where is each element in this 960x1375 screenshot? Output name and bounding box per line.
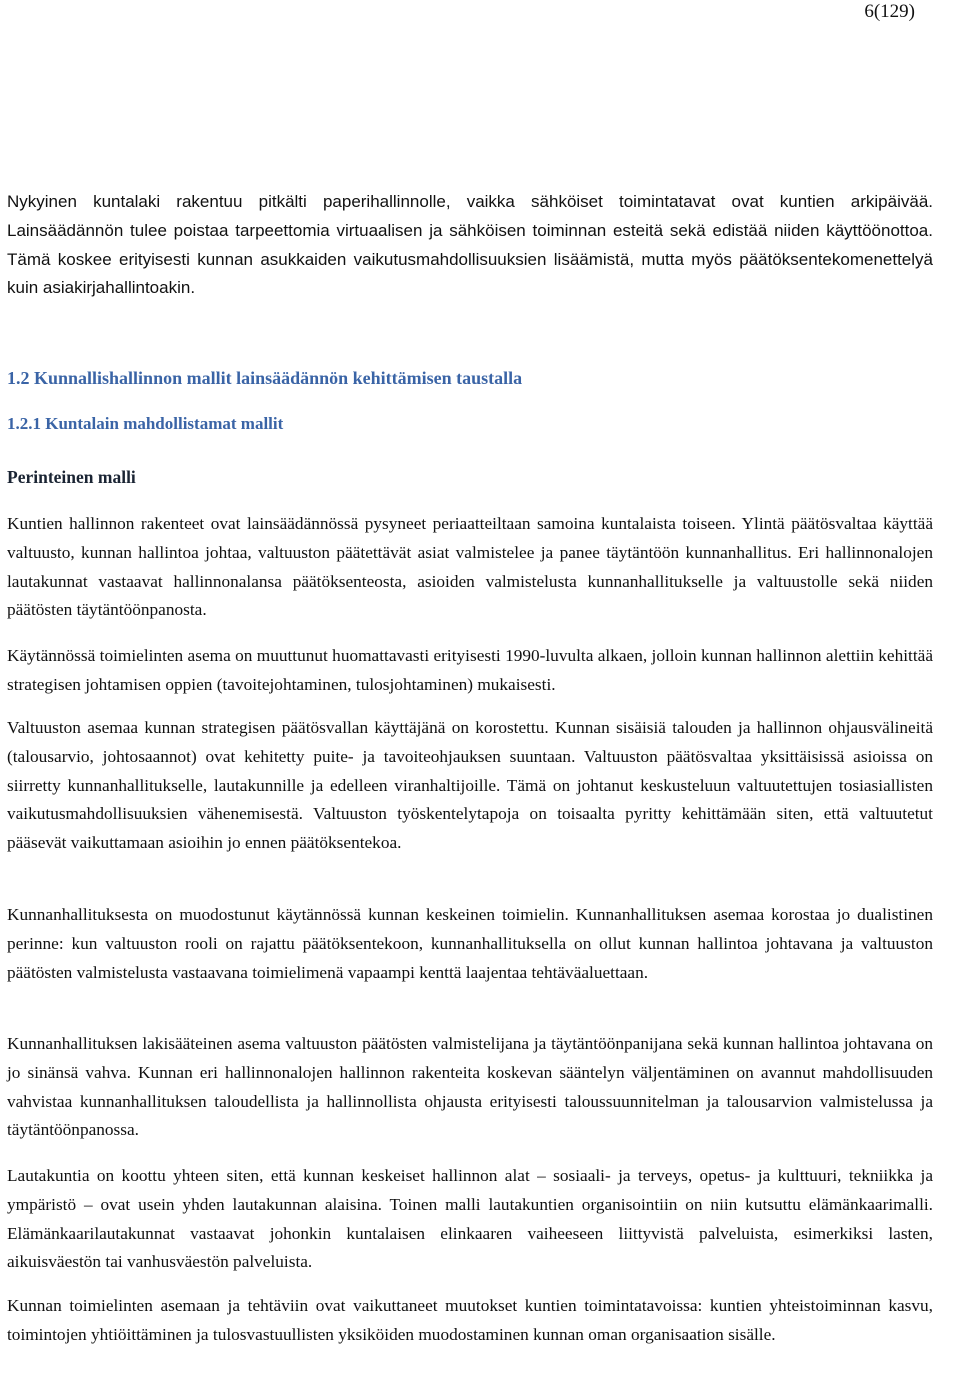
intro-paragraph: Nykyinen kuntalaki rakentuu pitkälti paperihallinnolle, vaikka sähköiset toimintatavat ovat kuntien arkipäivää. Lainsäädännön tulee poistaa tarpeettomia virtuaalisen ja sähköisen toiminnan esteitä sekä edistää niiden käyttöönottoa. Tämä koskee erityisesti kunnan asukkaiden vaikutusmahdollisuuksien lisäämistä, mutta myös päätöksentekomenettelyä kuin asiakirjahallintoakin. bbox=[7, 192, 933, 298]
model-heading: Perinteinen malli bbox=[7, 467, 136, 487]
body-paragraph: Kunnanhallituksesta on muodostunut käytännössä kunnan keskeinen toimielin. Kunnanhallituksen asemaa korostaa jo dualistinen perinne: kun valtuuston rooli on rajattu päätöksentekoon, kunnanhallituksella on ollut kunnan hallintoa johtavana ja valtuuston päätösten valmistelusta vastaavana toimielimenä vapaampi kenttä laajentaa tehtäväaluettaan. bbox=[7, 905, 933, 982]
body-paragraph: Lautakuntia on koottu yhteen siten, että kunnan keskeiset hallinnon alat – sosiaali- ja terveys, opetus- ja kulttuuri, tekniikka ja ympäristö – ovat usein yhden lautakunnan alaisina. Toinen malli lautakuntien organisointiin on niin kutsuttu elämänkaarimalli. Elämänkaarilautakunnat vastaavat johonkin kuntalaisen elinkaaren vaiheeseen liittyvistä palveluista, esimerkiksi lasten, aikuisväestön tai vanhusväestön palveluista. bbox=[7, 1166, 933, 1272]
subsection-heading: 1.2.1 Kuntalain mahdollistamat mallit bbox=[7, 414, 284, 433]
body-paragraph: Kuntien hallinnon rakenteet ovat lainsäädännössä pysyneet periaatteiltaan samoina kuntalaista toiseen. Ylintä päätösvaltaa käyttää valtuusto, kunnan hallintoa johtaa, valtuuston päätettävät asiat valmistelee ja panee täytäntöön kunnanhallitus. Eri hallinnonalojen lautakunnat vastaavat hallinnonalansa päätöksenteosta, asioiden valmistelusta kunnanhallitukselle ja valtuustolle sekä niiden päätösten täytäntöönpanosta. bbox=[7, 514, 933, 620]
body-paragraph: Kunnan toimielinten asemaan ja tehtäviin ovat vaikuttaneet muutokset kuntien toimintatavoissa: kuntien yhteistoiminnan kasvu, toimintojen yhtiöittäminen ja tulosvastuullisten yksiköiden muodostaminen kunnan oman organisaation sisälle. bbox=[7, 1296, 933, 1344]
section-heading: 1.2 Kunnallishallinnon mallit lainsäädännön kehittämisen taustalla bbox=[7, 368, 523, 388]
body-paragraph: Käytännössä toimielinten asema on muuttunut huomattavasti erityisesti 1990-luvulta alkaen, jolloin kunnan hallinnon alettiin kehittää strategisen johtamisen oppien (tavoitejohtaminen, tulosjohtaminen) mukaisesti. bbox=[7, 646, 933, 694]
page-number: 6(129) bbox=[864, 1, 915, 22]
body-paragraph: Valtuuston asemaa kunnan strategisen päätösvallan käyttäjänä on korostettu. Kunnan sisäisiä talouden ja hallinnon ohjausvälineitä (talousarvio, johtosaannot) ovat kehitetty puite- ja tavoiteohjauksen suuntaan. Valtuuston päätösvaltaa yksittäisissä asioissa on siirretty kunnanhallitukselle, lautakunnille ja edelleen viranhaltijoille. Tämä on johtanut keskusteluun valtuutettujen tosiasiallisten vaikutusmahdollisuuksien vähenemisestä. Valtuuston työskentelytapoja on toisaalta pyritty kehittämään siten, että valtuutetut pääsevät vaikuttamaan asioihin jo ennen päätöksentekoa. bbox=[7, 718, 933, 853]
body-paragraph: Kunnanhallituksen lakisääteinen asema valtuuston päätösten valmistelijana ja täytäntöönpanijana sekä kunnan hallintoa johtavana on jo sinänsä vahva. Kunnan eri hallinnonalojen hallinnon rakenteita koskevan sääntelyn väljentäminen on avannut mahdollisuuden vahvistaa kunnanhallituksen taloudellista ja hallinnollista ohjausta erityisesti taloussuunnitelman ja talousarvion valmistelussa ja täytäntöönpanossa. bbox=[7, 1034, 933, 1140]
